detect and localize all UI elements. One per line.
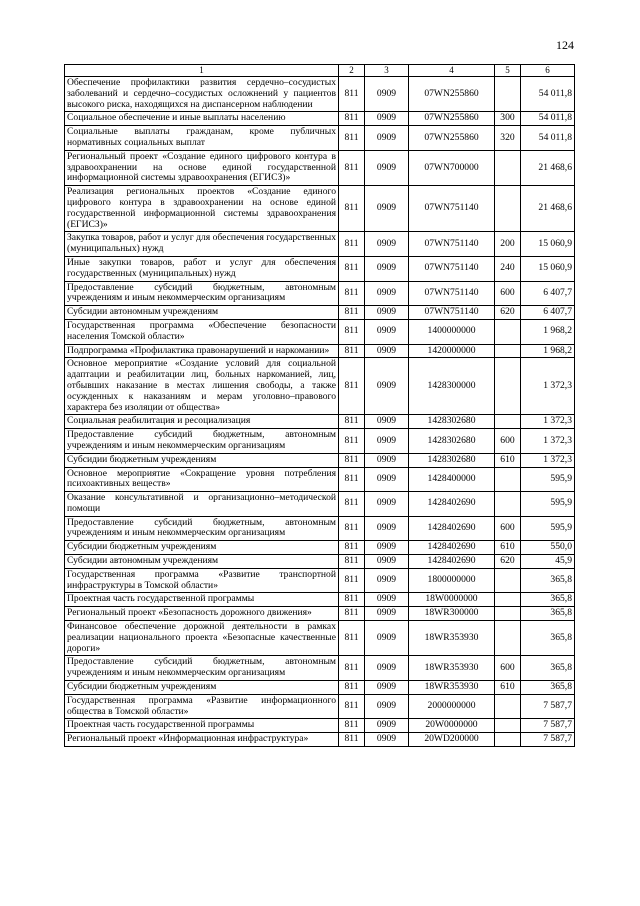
row-grbs-cell: 811 (339, 281, 365, 306)
row-csr-cell: 1428402690 (409, 516, 495, 541)
row-csr-cell: 1428402690 (409, 555, 495, 569)
row-vr-cell (495, 77, 521, 112)
row-name-cell: Предоставление субсидий бюджетным, автономным учреждениям и иным некоммерческим организациям (65, 656, 339, 681)
row-csr-cell: 18WR353930 (409, 656, 495, 681)
table-row (65, 492, 575, 517)
row-csr-cell: 07WN751140 (409, 186, 495, 232)
row-name-cell: Государственная программа «Обеспечение безопасности населения Томской области» (65, 319, 339, 344)
row-name-cell: Обеспечение профилактики развития сердечно–сосудистых заболеваний и сердечно–сосудистых осложнений у пациентов высокого риска, находящихся на диспансерном наблюдении (65, 77, 339, 112)
table-row (65, 358, 575, 415)
row-name-cell: Социальная реабилитация и ресоциализация (65, 415, 339, 429)
row-csr-cell: 07WN751140 (409, 256, 495, 281)
row-grbs-cell: 811 (339, 593, 365, 607)
row-vr-cell: 320 (495, 126, 521, 151)
row-sum-cell: 365,8 (521, 607, 575, 621)
row-vr-cell: 610 (495, 541, 521, 555)
row-vr-cell: 300 (495, 112, 521, 126)
row-name-cell: Региональный проект «Информационная инфраструктура» (65, 733, 339, 747)
row-csr-cell: 07WN255860 (409, 77, 495, 112)
row-name-cell: Субсидии автономным учреждениям (65, 555, 339, 569)
row-grbs-cell: 811 (339, 607, 365, 621)
row-sum-cell: 6 407,7 (521, 306, 575, 320)
column-header: 4 (409, 65, 495, 77)
row-sum-cell: 1 372,3 (521, 453, 575, 467)
row-vr-cell: 610 (495, 453, 521, 467)
row-grbs-cell: 811 (339, 733, 365, 747)
table-row (65, 77, 575, 112)
row-name-cell: Проектная часть государственной программы (65, 719, 339, 733)
table-row (65, 607, 575, 621)
row-sum-cell: 365,8 (521, 681, 575, 695)
row-name-cell: Социальные выплаты гражданам, кроме публичных нормативных социальных выплат (65, 126, 339, 151)
row-csr-cell: 1428402690 (409, 492, 495, 517)
column-header: 6 (521, 65, 575, 77)
row-grbs-cell: 811 (339, 112, 365, 126)
row-name-cell: Подпрограмма «Профилактика правонарушений и наркомании» (65, 344, 339, 358)
row-section-cell: 0909 (365, 453, 409, 467)
budget-table (64, 64, 575, 747)
column-header: 1 (65, 65, 339, 77)
row-section-cell: 0909 (365, 232, 409, 257)
row-vr-cell (495, 733, 521, 747)
row-name-cell: Субсидии бюджетным учреждениям (65, 681, 339, 695)
row-csr-cell: 1428402690 (409, 541, 495, 555)
row-csr-cell: 18WR353930 (409, 681, 495, 695)
row-csr-cell: 07WN751140 (409, 232, 495, 257)
row-csr-cell: 07WN255860 (409, 126, 495, 151)
row-csr-cell: 1800000000 (409, 568, 495, 593)
row-grbs-cell: 811 (339, 186, 365, 232)
table-row (65, 694, 575, 719)
row-csr-cell: 20W0000000 (409, 719, 495, 733)
row-grbs-cell: 811 (339, 541, 365, 555)
row-grbs-cell: 811 (339, 232, 365, 257)
row-name-cell: Предоставление субсидий бюджетным, автономным учреждениям и иным некоммерческим организациям (65, 281, 339, 306)
table-row (65, 306, 575, 320)
row-vr-cell (495, 593, 521, 607)
row-sum-cell: 595,9 (521, 516, 575, 541)
table-row (65, 453, 575, 467)
row-vr-cell (495, 492, 521, 517)
row-section-cell: 0909 (365, 415, 409, 429)
row-csr-cell: 1420000000 (409, 344, 495, 358)
row-sum-cell: 21 468,6 (521, 186, 575, 232)
row-name-cell: Оказание консультативной и организационно–методической помощи (65, 492, 339, 517)
row-sum-cell: 54 011,8 (521, 126, 575, 151)
row-vr-cell: 240 (495, 256, 521, 281)
row-grbs-cell: 811 (339, 77, 365, 112)
row-vr-cell: 600 (495, 516, 521, 541)
row-grbs-cell: 811 (339, 306, 365, 320)
row-sum-cell: 550,0 (521, 541, 575, 555)
row-section-cell: 0909 (365, 150, 409, 185)
row-grbs-cell: 811 (339, 656, 365, 681)
row-vr-cell: 600 (495, 656, 521, 681)
row-grbs-cell: 811 (339, 621, 365, 656)
table-row (65, 516, 575, 541)
row-grbs-cell: 811 (339, 555, 365, 569)
row-name-cell: Проектная часть государственной программы (65, 593, 339, 607)
row-vr-cell (495, 467, 521, 492)
row-sum-cell: 7 587,7 (521, 733, 575, 747)
column-header: 2 (339, 65, 365, 77)
row-section-cell: 0909 (365, 112, 409, 126)
row-grbs-cell: 811 (339, 492, 365, 517)
row-vr-cell (495, 607, 521, 621)
row-csr-cell: 07WN751140 (409, 281, 495, 306)
row-grbs-cell: 811 (339, 344, 365, 358)
row-section-cell: 0909 (365, 516, 409, 541)
row-sum-cell: 1 372,3 (521, 358, 575, 415)
table-body (65, 77, 575, 747)
row-section-cell: 0909 (365, 126, 409, 151)
row-vr-cell: 610 (495, 681, 521, 695)
row-section-cell: 0909 (365, 467, 409, 492)
row-name-cell: Субсидии бюджетным учреждениям (65, 541, 339, 555)
row-vr-cell (495, 621, 521, 656)
row-name-cell: Финансовое обеспечение дорожной деятельности в рамках реализации национального проекта «Безопасные качественные дороги» (65, 621, 339, 656)
row-vr-cell: 620 (495, 306, 521, 320)
row-sum-cell: 45,9 (521, 555, 575, 569)
row-vr-cell (495, 186, 521, 232)
row-sum-cell: 54 011,8 (521, 112, 575, 126)
table-row (65, 621, 575, 656)
row-csr-cell: 20WD200000 (409, 733, 495, 747)
table-row (65, 656, 575, 681)
row-grbs-cell: 811 (339, 429, 365, 454)
table-row (65, 681, 575, 695)
row-name-cell: Основное мероприятие «Сокращение уровня потребления психоактивных веществ» (65, 467, 339, 492)
row-csr-cell: 1428302680 (409, 415, 495, 429)
table-row (65, 719, 575, 733)
row-name-cell: Основное мероприятие «Создание условий для социальной адаптации и реабилитации лиц, больных наркоманией, лиц, отбывших наказание в местах лишения свободы, а также осужденных к наказаниям и мерам уголовно–правового характера без изоляции от общества» (65, 358, 339, 415)
row-sum-cell: 15 060,9 (521, 232, 575, 257)
row-grbs-cell: 811 (339, 126, 365, 151)
column-header: 3 (365, 65, 409, 77)
row-section-cell: 0909 (365, 77, 409, 112)
table-row (65, 555, 575, 569)
row-csr-cell: 07WN751140 (409, 306, 495, 320)
row-csr-cell: 1428302680 (409, 429, 495, 454)
row-vr-cell (495, 150, 521, 185)
row-sum-cell: 1 968,2 (521, 344, 575, 358)
row-name-cell: Иные закупки товаров, работ и услуг для обеспечения государственных (муниципальных) нужд (65, 256, 339, 281)
row-grbs-cell: 811 (339, 516, 365, 541)
table-row (65, 344, 575, 358)
row-name-cell: Субсидии бюджетным учреждениям (65, 453, 339, 467)
row-sum-cell: 21 468,6 (521, 150, 575, 185)
row-vr-cell: 600 (495, 429, 521, 454)
row-sum-cell: 15 060,9 (521, 256, 575, 281)
row-section-cell: 0909 (365, 344, 409, 358)
row-vr-cell (495, 344, 521, 358)
row-name-cell: Закупка товаров, работ и услуг для обеспечения государственных (муниципальных) нужд (65, 232, 339, 257)
table-row (65, 733, 575, 747)
row-section-cell: 0909 (365, 256, 409, 281)
row-grbs-cell: 811 (339, 256, 365, 281)
row-grbs-cell: 811 (339, 415, 365, 429)
row-vr-cell (495, 319, 521, 344)
table-header-row (65, 65, 575, 77)
row-name-cell: Государственная программа «Развитие транспортной инфраструктуры в Томской области» (65, 568, 339, 593)
page-number: 124 (556, 38, 574, 52)
row-name-cell: Предоставление субсидий бюджетным, автономным учреждениям и иным некоммерческим организациям (65, 429, 339, 454)
row-vr-cell (495, 415, 521, 429)
row-section-cell: 0909 (365, 319, 409, 344)
row-csr-cell: 1428302680 (409, 453, 495, 467)
table-row (65, 232, 575, 257)
row-grbs-cell: 811 (339, 467, 365, 492)
table-row (65, 541, 575, 555)
row-section-cell: 0909 (365, 733, 409, 747)
row-csr-cell: 18WR300000 (409, 607, 495, 621)
row-section-cell: 0909 (365, 555, 409, 569)
table-row (65, 429, 575, 454)
row-csr-cell: 1400000000 (409, 319, 495, 344)
row-section-cell: 0909 (365, 681, 409, 695)
row-name-cell: Социальное обеспечение и иные выплаты населению (65, 112, 339, 126)
table-row (65, 112, 575, 126)
row-section-cell: 0909 (365, 593, 409, 607)
row-sum-cell: 54 011,8 (521, 77, 575, 112)
row-sum-cell: 6 407,7 (521, 281, 575, 306)
table-row (65, 593, 575, 607)
row-grbs-cell: 811 (339, 319, 365, 344)
row-name-cell: Субсидии автономным учреждениям (65, 306, 339, 320)
row-sum-cell: 365,8 (521, 621, 575, 656)
table-row (65, 568, 575, 593)
row-section-cell: 0909 (365, 541, 409, 555)
row-section-cell: 0909 (365, 621, 409, 656)
row-section-cell: 0909 (365, 281, 409, 306)
row-sum-cell: 1 968,2 (521, 319, 575, 344)
table-row (65, 467, 575, 492)
row-sum-cell: 595,9 (521, 492, 575, 517)
row-vr-cell (495, 694, 521, 719)
row-sum-cell: 7 587,7 (521, 719, 575, 733)
table-row (65, 415, 575, 429)
row-grbs-cell: 811 (339, 568, 365, 593)
row-sum-cell: 1 372,3 (521, 429, 575, 454)
row-grbs-cell: 811 (339, 453, 365, 467)
row-section-cell: 0909 (365, 429, 409, 454)
row-section-cell: 0909 (365, 358, 409, 415)
row-grbs-cell: 811 (339, 694, 365, 719)
row-name-cell: Региональный проект «Создание единого цифрового контура в здравоохранении на основе единой государственной информационной системы здравоохранения (ЕГИСЗ)» (65, 150, 339, 185)
row-vr-cell: 600 (495, 281, 521, 306)
row-sum-cell: 1 372,3 (521, 415, 575, 429)
row-csr-cell: 18W0000000 (409, 593, 495, 607)
row-vr-cell: 200 (495, 232, 521, 257)
row-csr-cell: 1428300000 (409, 358, 495, 415)
row-sum-cell: 595,9 (521, 467, 575, 492)
row-csr-cell: 07WN700000 (409, 150, 495, 185)
row-name-cell: Региональный проект «Безопасность дорожного движения» (65, 607, 339, 621)
row-grbs-cell: 811 (339, 719, 365, 733)
table-row (65, 256, 575, 281)
row-sum-cell: 7 587,7 (521, 694, 575, 719)
table-row (65, 319, 575, 344)
row-section-cell: 0909 (365, 719, 409, 733)
table-row (65, 150, 575, 185)
row-name-cell: Реализация региональных проектов «Создание единого цифрового контура в здравоохранении на основе единой государственной информационной системы здравоохранения (ЕГИСЗ)» (65, 186, 339, 232)
row-name-cell: Предоставление субсидий бюджетным, автономным учреждениям и иным некоммерческим организациям (65, 516, 339, 541)
row-vr-cell (495, 568, 521, 593)
table-row (65, 186, 575, 232)
row-csr-cell: 18WR353930 (409, 621, 495, 656)
row-name-cell: Государственная программа «Развитие информационного общества в Томской области» (65, 694, 339, 719)
row-section-cell: 0909 (365, 656, 409, 681)
row-sum-cell: 365,8 (521, 593, 575, 607)
row-sum-cell: 365,8 (521, 568, 575, 593)
column-header: 5 (495, 65, 521, 77)
row-csr-cell: 07WN255860 (409, 112, 495, 126)
row-section-cell: 0909 (365, 492, 409, 517)
table-row (65, 126, 575, 151)
table-row (65, 281, 575, 306)
row-sum-cell: 365,8 (521, 656, 575, 681)
row-section-cell: 0909 (365, 306, 409, 320)
row-grbs-cell: 811 (339, 358, 365, 415)
row-vr-cell: 620 (495, 555, 521, 569)
row-csr-cell: 2000000000 (409, 694, 495, 719)
row-vr-cell (495, 358, 521, 415)
row-section-cell: 0909 (365, 694, 409, 719)
row-grbs-cell: 811 (339, 681, 365, 695)
row-vr-cell (495, 719, 521, 733)
row-csr-cell: 1428400000 (409, 467, 495, 492)
row-section-cell: 0909 (365, 607, 409, 621)
row-grbs-cell: 811 (339, 150, 365, 185)
row-section-cell: 0909 (365, 186, 409, 232)
row-section-cell: 0909 (365, 568, 409, 593)
